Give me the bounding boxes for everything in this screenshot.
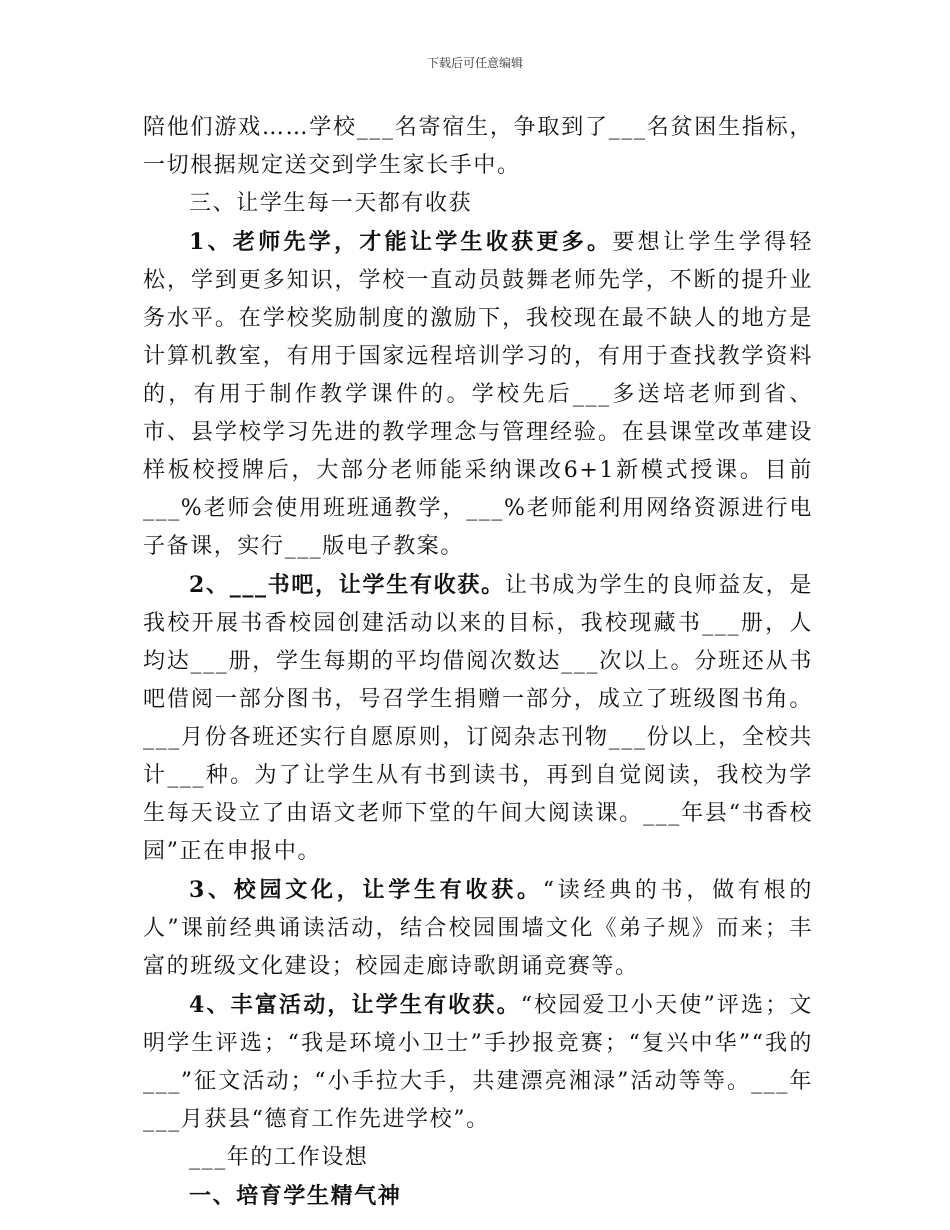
section-heading: 三、让学生每一天都有收获 xyxy=(189,191,473,216)
paragraph-lead: 3、校园文化，让学生有收获。 xyxy=(189,877,543,903)
paragraph xyxy=(143,986,813,1139)
paragraph-text: “读经典的书，做有根的人”课前经典诵读活动，结合校园围墙文化《弟子规》而来；丰富的班级文化建设；校园走廊诗歌朗诵竞赛等。 xyxy=(143,878,813,979)
paragraph-text: “校园爱卫小天使”评选；文明学生评选；“我是环境小卫士”手抄报竞赛；“复兴中华”“我的___”征文活动；“小手拉大手，共建漂亮湘渌”活动等等。___年___月获县“德育工作先进学校”。 xyxy=(143,993,813,1132)
paragraph-lead: 4、丰富活动，让学生有收获。 xyxy=(189,992,521,1018)
paragraph xyxy=(143,566,813,871)
page-header: 下载后可任意编辑 xyxy=(426,56,523,70)
paragraph-text: 要想让学生学得轻松，学到更多知识，学校一直动员鼓舞老师先学，不断的提升业务水平。在学校奖励制度的激励下，我校现在最不缺人的地方是计算机教室，有用于国家远程培训学习的，有用于查找教学资料的，有用于制作教学课件的。学校先后___多送培老师到省、市、县学校学习先进的教学理念与管理经验。在县课堂改革建设样板校授牌后，大部分老师能采纳课改6+1新模式授课。目前___%老师会使用班班通教学，___%老师能利用网络资源进行电子备课，实行___版电子教案。 xyxy=(143,230,813,559)
paragraph xyxy=(143,223,813,566)
paragraph-lead: 2、___书吧，让学生有收获。 xyxy=(189,572,505,598)
section-heading: 一、培育学生精气神 xyxy=(189,1183,402,1209)
paragraph xyxy=(143,871,813,986)
paragraph-lead: 1、老师先学，才能让学生收获更多。 xyxy=(189,229,613,255)
paragraph: 陪他们游戏……学校___名寄宿生，争取到了___名贫困生指标，一切根据规定送交到学生家长手中。 xyxy=(143,115,813,178)
paragraph-text: 让书成为学生的良师益友，是我校开展书香校园创建活动以来的目标，我校现藏书___册，人均达___册，学生每期的平均借阅次数达___次以上。分班还从书吧借阅一部分图书，号召学生捐赠一部分，成立了班级图书角。___月份各班还实行自愿原则，订阅杂志刊物___份以上，全校共计___种。为了让学生从有书到读书，再到自觉阅读，我校为学生每天设立了由语文老师下堂的午间大阅读课。___年县“书香校园”正在申报中。 xyxy=(143,573,813,864)
plan-title: ___年的工作设想 xyxy=(189,1145,369,1170)
document-body xyxy=(143,109,813,1215)
